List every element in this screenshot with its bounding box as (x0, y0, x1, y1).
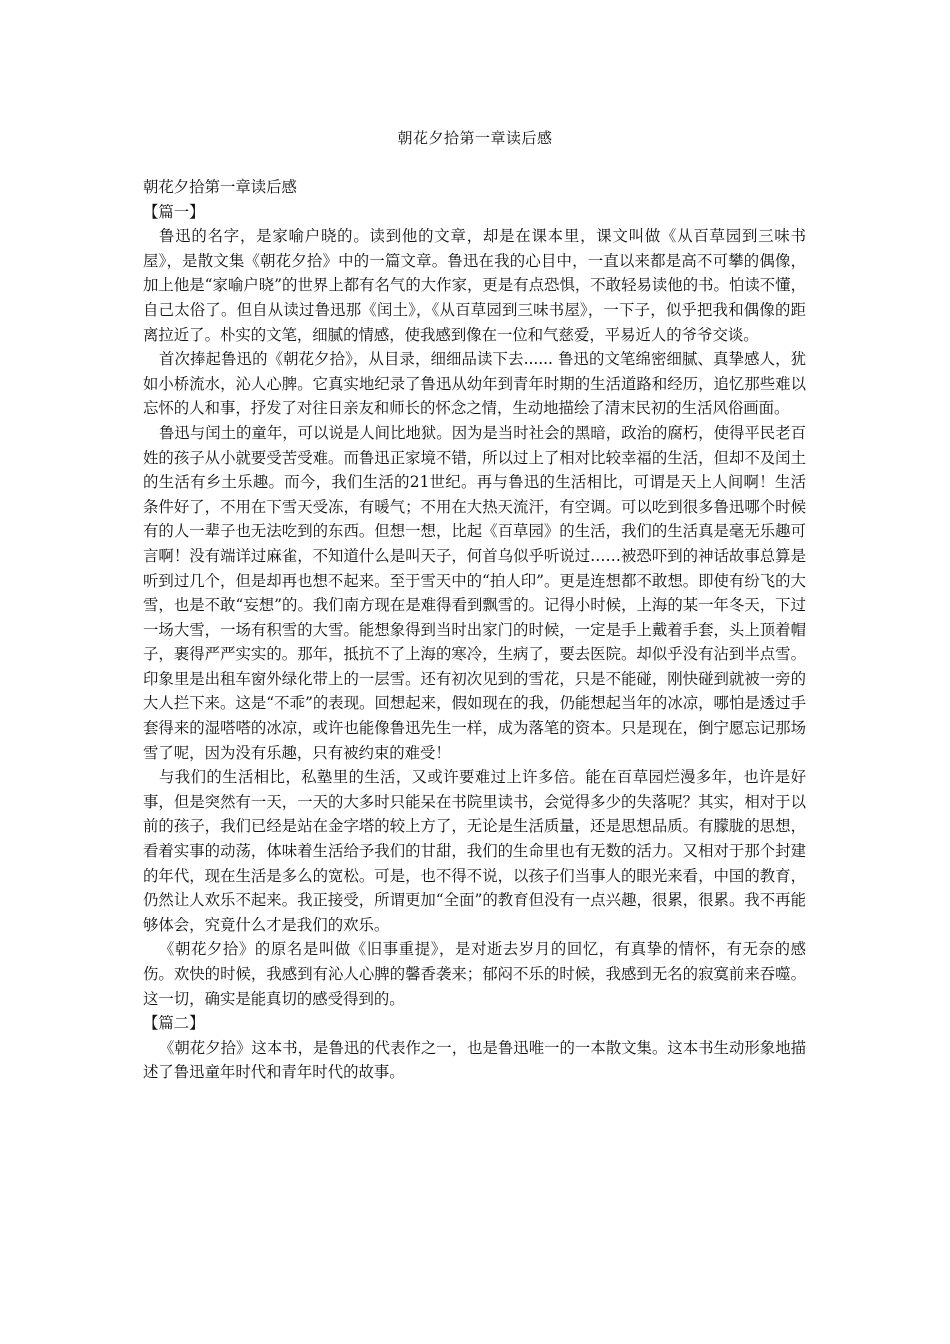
paragraph: 首次捧起鲁迅的《朝花夕拾》，从目录，细细品读下去...... 鲁迅的文笔绵密细腻、真挚感人，犹如小桥流水，沁人心脾。它真实地纪录了鲁迅从幼年到青年时期的生活道路和经历，追忆那些难以忘怀的人和事，抒发了对往日亲友和师长的怀念之情，生动地描绘了清末民初的生活风俗画面。 (143, 350, 806, 418)
paragraph: 鲁迅与闰土的童年，可以说是人间比地狱。因为是当时社会的黑暗，政治的腐朽，使得平民老百姓的孩子从小就要受苦受难。而鲁迅正家境不错，所以过上了相对比较幸福的生活，但却不及闰土的生活有乡土乐趣。而今，我们生活的21世纪。再与鲁迅的生活相比，可谓是天上人间啊！生活条件好了，不用在下雪天受冻，有暖气；不用在大热天流汗，有空调。可以吃到很多鲁迅哪个时候有的人一辈子也无法吃到的东西。但想一想，比起《百草园》的生活，我们的生活真是毫无乐趣可言啊！没有端详过麻雀，不知道什么是叫天子，何首乌似乎听说过……被恐吓到的神话故事总算是听到过几个，但是却再也想不起来。至于雪天中的“拍人印”。更是连想都不敢想。即使有纷飞的大雪，也是不敢“妄想”的。我们南方现在是难得看到飘雪的。记得小时候，上海的某一年冬天，下过一场大雪，一场有积雪的大雪。能想象得到当时出家门的时候，一定是手上戴着手套，头上顶着帽子，裹得严严实实的。那年，抵抗不了上海的寒冷，生病了，要去医院。却似乎没有沾到半点雪。印象里是出租车窗外绿化带上的一层雪。还有初次见到的雪花，只是不能碰，刚快碰到就被一旁的大人拦下来。这是“不乖”的表现。回想起来，假如现在的我，仍能想起当年的冰凉，哪怕是透过手套得来的湿嗒嗒的冰凉，或许也能像鲁迅先生一样，成为落笔的资本。只是现在，倒宁愿忘记那场雪了呢，因为没有乐趣，只有被约束的难受！ (143, 423, 806, 762)
document-subtitle: 朝花夕拾第一章读后感 (143, 178, 297, 196)
section-heading: 【篇二】 (143, 1014, 205, 1033)
paragraph: 与我们的生活相比，私塾里的生活，又或许要难过上许多倍。能在百草园烂漫多年，也许是好事，但是突然有一天，一天的大多时只能呆在书院里读书，会觉得多少的失落呢？其实，相对于以前的孩子，我们已经是站在金字塔的较上方了，无论是生活质量，还是思想品质。有朦胧的思想，看着实事的动荡，体味着生活给予我们的甘甜，我们的生命里也有无数的活力。又相对于那个封建的年代，现在生活是多么的宽松。可是，也不得不说，以孩子们当事人的眼光来看，中国的教育，仍然让人欢乐不起来。我正接受，所谓更加“全面”的教育但没有一点兴趣，很累，很累。我不再能够体会，究竟什么才是我们的欢乐。 (143, 768, 806, 934)
paragraph: 鲁迅的名字，是家喻户晓的。读到他的文章，却是在课本里，课文叫做《从百草园到三味书屋》，是散文集《朝花夕拾》中的一篇文章。鲁迅在我的心目中，一直以来都是高不可攀的偶像，加上他是“家喻户晓”的世界上都有名气的大作家，更是有点恐惧，不敢轻易读他的书。怕读不懂，自己太俗了。但自从读过鲁迅那《闰土》，《从百草园到三味书屋》，一下子，似乎把我和偶像的距离拉近了。朴实的文笔，细腻的情感，使我感到像在一位和气慈爱，平易近人的爷爷交谈。 (143, 227, 806, 344)
paragraph: 《朝花夕拾》这本书，是鲁迅的代表作之一，也是鲁迅唯一的一本散文集。这本书生动形象地描述了鲁迅童年时代和青年时代的故事。 (143, 1038, 806, 1082)
paragraph: 《朝花夕拾》的原名是叫做《旧事重提》，是对逝去岁月的回忆，有真挚的情怀，有无奈的感伤。欢快的时候，我感到有沁人心脾的馨香袭来；郁闷不乐的时候，我感到无名的寂寞前来吞噬。这一切，确实是能真切的感受得到的。 (143, 940, 806, 1008)
section-heading: 【篇一】 (143, 202, 205, 221)
document-title: 朝花夕拾第一章读后感 (397, 129, 553, 147)
document-body (143, 175, 806, 1085)
